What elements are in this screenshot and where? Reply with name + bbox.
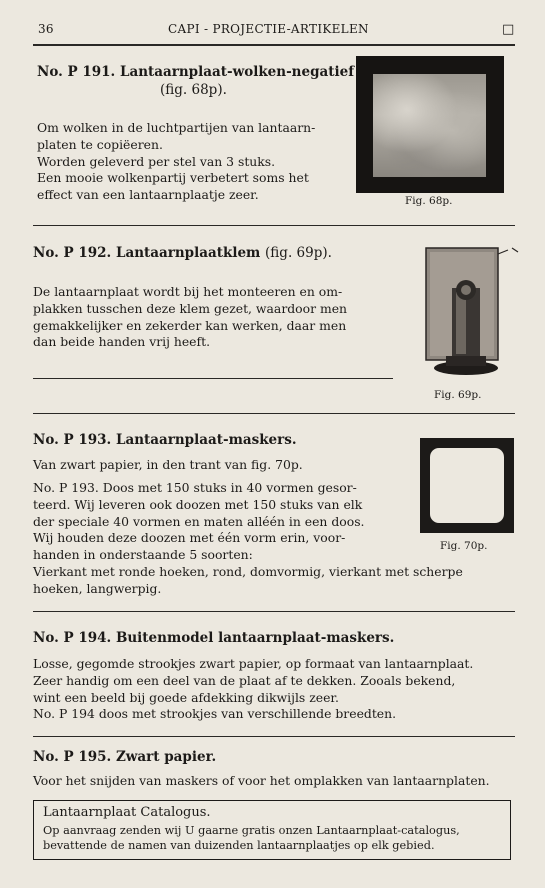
p193-intro: Van zwart papier, in den trant van fig. 70p.: [33, 457, 303, 472]
running-header: CAPI - PROJECTIE-ARTIKELEN: [168, 22, 369, 36]
divider-3: [33, 611, 515, 612]
divider-2: [33, 413, 515, 414]
p191-title: No. P 191. Lantaarnplaat-wolken-negatief: [37, 64, 355, 80]
divider-short: [33, 378, 393, 379]
p192-title: No. P 192. Lantaarnplaatklem (fig. 69p).: [33, 245, 332, 261]
fig-69p-clamp: [420, 240, 528, 380]
page-number: 36: [38, 22, 54, 36]
p194-description: Losse, gegomde strookjes zwart papier, op formaat van lantaarnplaat. Zeer handig om een deel van de plaat af te dekken. Zooals bekend, wint een beeld bij goede afdekking dikwijls zeer. No. P 194 doos met strookjes van verschillende breedten.: [33, 656, 474, 722]
p191-description: Om wolken in de luchtpartijen van lantaarn- platen te copiëeren. Worden geleverd per stel van 3 stuks. Een mooie wolkenpartij verbetert soms het effect van een lantaarnplaatje zeer.: [37, 120, 316, 203]
catalogus-box: [33, 800, 511, 860]
p195-title: No. P 195. Zwart papier.: [33, 749, 217, 765]
divider-1: [33, 225, 515, 226]
catalogus-text: Op aanvraag zenden wij U gaarne gratis onzen Lantaarnplaat-catalogus, bevattende de namen van duizenden lantaarnplaatjes op elk gebied.: [43, 824, 460, 852]
fig-68p-caption: Fig. 68p.: [405, 195, 453, 207]
header-square-mark: □: [502, 22, 515, 37]
fig-68p-cloud-negative: [356, 56, 504, 193]
p194-title: No. P 194. Buitenmodel lantaarnplaat-maskers.: [33, 630, 395, 646]
fig-69p-caption: Fig. 69p.: [434, 389, 482, 401]
p193-description: No. P 193. Doos met 150 stuks in 40 vormen gesor- teerd. Wij leveren ook doozen met 150 stuks van elk der speciale 40 vormen en maten alléén in een doos. Wij houden deze doozen met één vorm erin, voor- handen in onderstaande 5 soorten: Vierkant met ronde hoeken, rond, domvormig, vierkant met scherpe hoeken, langwerpig.: [33, 480, 463, 596]
p195-description: Voor het snijden van maskers of voor het omplakken van lantaarnplaten.: [33, 773, 490, 788]
p193-title: No. P 193. Lantaarnplaat-maskers.: [33, 432, 297, 448]
fig-70p-caption: Fig. 70p.: [440, 540, 488, 552]
catalogus-title: Lantaarnplaat Catalogus.: [43, 805, 211, 820]
divider-4: [33, 736, 515, 737]
header-rule: [33, 44, 515, 46]
p191-figref: (fig. 68p).: [160, 82, 227, 98]
fig-70p-mask: [420, 438, 514, 533]
p192-description: De lantaarnplaat wordt bij het monteeren en om- plakken tusschen deze klem gezet, waardoor men gemakkelijker en zekerder kan werken, daar men dan beide handen vrij heeft.: [33, 284, 348, 350]
